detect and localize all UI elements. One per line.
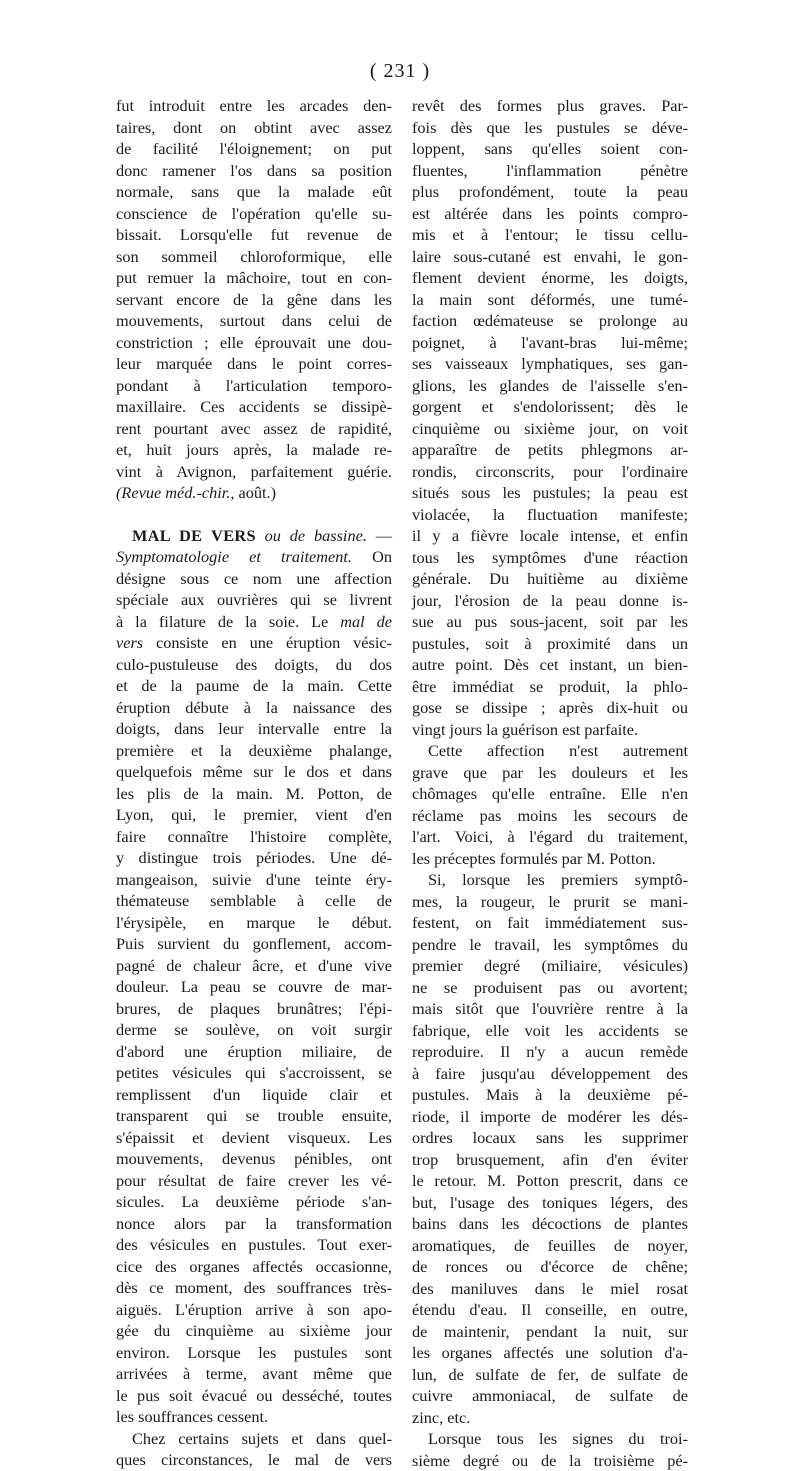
text-line: autre point. Dès cet instant, un bien- [412,654,688,676]
text-line: pondant à l'articulation temporo- [116,375,392,397]
text-line: leur marquée dans le point corres- [116,353,392,375]
text-line: de maintenir, pendant la nuit, sur [412,1321,688,1343]
text-line: transparent qui se trouble ensuite, [116,1105,392,1127]
text-line: premier degré (miliaire, vésicules) [412,955,688,977]
text-line: douleur. La peau se couvre de mar- [116,976,392,998]
text-line: grave que par les douleurs et les [412,762,688,784]
text-line: brures, de plaques brunâtres; l'épi- [116,998,392,1020]
text-line: l'érysipèle, en marque le début. [116,912,392,934]
text-line: réclame pas moins les secours de [412,805,688,827]
text-line: violacée, la fluctuation manifeste; [412,504,688,526]
text-line: pour résultat de faire crever les vé- [116,1170,392,1192]
text-line: Cette affection n'est autrement [412,740,688,762]
text-line: bissait. Lorsqu'elle fut revenue de [116,224,392,246]
text-line: poignet, à l'avant-bras lui-même; [412,332,688,354]
text-line: et, huit jours après, la malade re- [116,439,392,461]
text-line: des maniluves dans le miel rosat [412,1278,688,1300]
text-line: fabrique, elle voit les accidents se [412,1020,688,1042]
text-line: l'art. Voici, à l'égard du traitement, [412,826,688,848]
text-line: situés sous les pustules; la peau est [412,482,688,504]
text-line: s'épaissit et devient visqueux. Les [116,1127,392,1149]
text-line: culo-pustuleuse des doigts, du dos [116,654,392,676]
text-line: constriction ; elle éprouvait une dou- [116,332,392,354]
text-line: environ. Lorsque les pustules sont [116,1342,392,1364]
text-line: cice des organes affectés occasionne, [116,1256,392,1278]
text-line: riode, il importe de modérer les dés- [412,1106,688,1128]
text-line: les plis de la main. M. Potton, de [116,783,392,805]
text-line: gée du cinquième au sixième jour [116,1320,392,1342]
text-line: d'abord une éruption miliaire, de [116,1041,392,1063]
text-line: glions, les glandes de l'aisselle s'en- [412,375,688,397]
text-line: étendu d'eau. Il conseille, en outre, [412,1299,688,1321]
text-line: conscience de l'opération qu'elle su- [116,203,392,225]
left-column [116,95,392,1471]
text-line: remplissent d'un liquide clair et [116,1084,392,1106]
text-line: festent, on fait immédiatement sus- [412,912,688,934]
citation-source: (Revue méd.-chir., [116,483,234,502]
text-line: put remuer la mâchoire, tout en con- [116,267,392,289]
text-line: pustules. Mais à la deuxième pé- [412,1084,688,1106]
text-line: aiguës. L'éruption arrive à son apo- [116,1299,392,1321]
text-line: trop brusquement, afin d'en éviter [412,1149,688,1171]
section-gap [116,504,392,525]
subheading-cont: On [372,547,392,566]
text-line: but, l'usage des toniques légers, des [412,1192,688,1214]
text-line: chômages qu'elle entraîne. Elle n'en [412,783,688,805]
subheading: Symptomatologie et traitement. [116,547,352,566]
text-line: mis et à l'entour; le tissu cellu- [412,224,688,246]
text-line: revêt des formes plus graves. Par- [412,95,688,117]
text-line: aromatiques, de feuilles de noyer, [412,1235,688,1257]
text-line: apparaître de petits phlegmons ar- [412,439,688,461]
text-line: nonce alors par la transformation [116,1213,392,1235]
text-line: fluentes, l'inflammation pénètre [412,160,688,182]
section-heading [116,525,392,547]
text-line: normale, sans que la malade eût [116,181,392,203]
text-line: fut introduit entre les arcades den- [116,95,392,117]
text-line: vingt jours la guérison est parfaite. [412,719,688,741]
heading-alt: ou de bassine. [265,526,367,545]
text-line: ques circonstances, le mal de vers [116,1449,392,1471]
text-line: le retour. M. Potton prescrit, dans ce [412,1170,688,1192]
text-line: Chez certains sujets et dans quel- [116,1428,392,1450]
text-line: reproduire. Il n'y a aucun remède [412,1041,688,1063]
text-line: les préceptes formulés par M. Potton. [412,848,688,870]
text-line: donc ramener l'os dans sa position [116,160,392,182]
text-line: petites vésicules qui s'accroissent, se [116,1062,392,1084]
text-line: première et la deuxième phalange, [116,740,392,762]
text-line: Lorsque tous les signes du troi- [412,1428,688,1450]
text-line [116,611,392,633]
citation-line [116,482,392,504]
text-line: gose se dissipe ; après dix-huit ou [412,697,688,719]
text-line: cinquième ou sixième jour, on voit [412,418,688,440]
heading-dash: — [376,526,392,545]
text-line: jour, l'érosion de la peau donne is- [412,590,688,612]
text-line: la main sont déformés, une tumé- [412,289,688,311]
text-line: cuivre ammoniacal, de sulfate de [412,1385,688,1407]
right-column [412,95,688,1471]
text-line: et de la paume de la main. Cette [116,675,392,697]
text-line: servant encore de la gêne dans les [116,289,392,311]
text-line: Si, lorsque les premiers symptô- [412,869,688,891]
text-line: désigne sous ce nom une affection [116,568,392,590]
text-line: zinc, etc. [412,1407,688,1429]
text-line: mais sitôt que l'ouvrière rentre à la [412,998,688,1020]
text-line: sième degré ou de la troisième pé- [412,1450,688,1471]
text-line: arrivées à terme, avant même que [116,1363,392,1385]
citation-date: août.) [239,483,277,502]
text-line: y distingue trois périodes. Une dé- [116,847,392,869]
text-line: faction œdémateuse se prolonge au [412,310,688,332]
page-number: ( 231 ) [0,60,800,83]
text-line: ordres locaux sans les supprimer [412,1127,688,1149]
text-line: loppent, sans qu'elles soient con- [412,138,688,160]
text-line: son sommeil chloroformique, elle [116,246,392,268]
text-line: mouvements, devenus pénibles, ont [116,1148,392,1170]
text-line: faire connaître l'histoire complète, [116,826,392,848]
text-line: quelquefois même sur le dos et dans [116,761,392,783]
text-line: sicules. La deuxième période s'an- [116,1191,392,1213]
text-line: Puis survient du gonflement, accom- [116,933,392,955]
text-line: le pus soit évacué ou desséché, toutes [116,1385,392,1407]
text-line: ne se produisent pas ou avortent; [412,977,688,999]
text-line: mouvements, surtout dans celui de [116,310,392,332]
text-line: à faire jusqu'au développement des [412,1063,688,1085]
text-line: dès ce moment, des souffrances très- [116,1277,392,1299]
text-line: laire sous-cutané est envahi, le gon- [412,246,688,268]
text-line: de facilité l'éloignement; on put [116,138,392,160]
text-line: bains dans les décoctions de plantes [412,1213,688,1235]
text-line: rondis, circonscrits, pour l'ordinaire [412,461,688,483]
text-line: vint à Avignon, parfaitement guérie. [116,461,392,483]
subheading-line [116,546,392,568]
text-line: mes, la rougeur, le prurit se mani- [412,891,688,913]
text-line: générale. Du huitième au dixième [412,568,688,590]
text-line: derme se soulève, on voit surgir [116,1019,392,1041]
text-line: est altérée dans les points compro- [412,203,688,225]
text-line: des vésicules en pustules. Tout exer- [116,1234,392,1256]
text-line: pendre le travail, les symptômes du [412,934,688,956]
text-line: sue au pus sous-jacent, soit par les [412,611,688,633]
text-line: tous les symptômes d'une réaction [412,547,688,569]
text-line: éruption débute à la naissance des [116,697,392,719]
text-line: fois dès que les pustules se déve- [412,117,688,139]
text-line: thémateuse semblable à celle de [116,890,392,912]
text-line: rent pourtant avec assez de rapidité, [116,418,392,440]
text-line: les souffrances cessent. [116,1406,392,1428]
text-segment: à la filature de la soie. Le [116,612,328,631]
text-line: maxillaire. Ces accidents se dissipè- [116,396,392,418]
text-line: de ronces ou d'écorce de chêne; [412,1256,688,1278]
term-mal-de: mal de [340,612,392,631]
text-line: pagné de chaleur âcre, et d'une vive [116,955,392,977]
text-line: ses vaisseaux lymphatiques, ses gan- [412,353,688,375]
text-line: gorgent et s'endolorissent; dès le [412,396,688,418]
text-line: Lyon, qui, le premier, vient d'en [116,804,392,826]
text-line: les organes affectés une solution d'a- [412,1342,688,1364]
heading-label: MAL DE VERS [132,526,256,545]
text-line [116,632,392,654]
text-line: lun, de sulfate de fer, de sulfate de [412,1364,688,1386]
text-line: flement devient énorme, les doigts, [412,267,688,289]
text-line: spéciale aux ouvrières qui se livrent [116,589,392,611]
text-line: pustules, soit à proximité dans un [412,633,688,655]
text-line: être immédiat se produit, la phlo- [412,676,688,698]
text-line: mangeaison, suivie d'une teinte éry- [116,869,392,891]
text-line: il y a fièvre locale intense, et enfin [412,525,688,547]
text-line: doigts, dans leur intervalle entre la [116,718,392,740]
text-line: taires, dont on obtint avec assez [116,117,392,139]
term-vers: vers [116,633,143,652]
text-segment: consiste en une éruption vésic- [156,633,392,652]
text-line: plus profondément, toute la peau [412,181,688,203]
